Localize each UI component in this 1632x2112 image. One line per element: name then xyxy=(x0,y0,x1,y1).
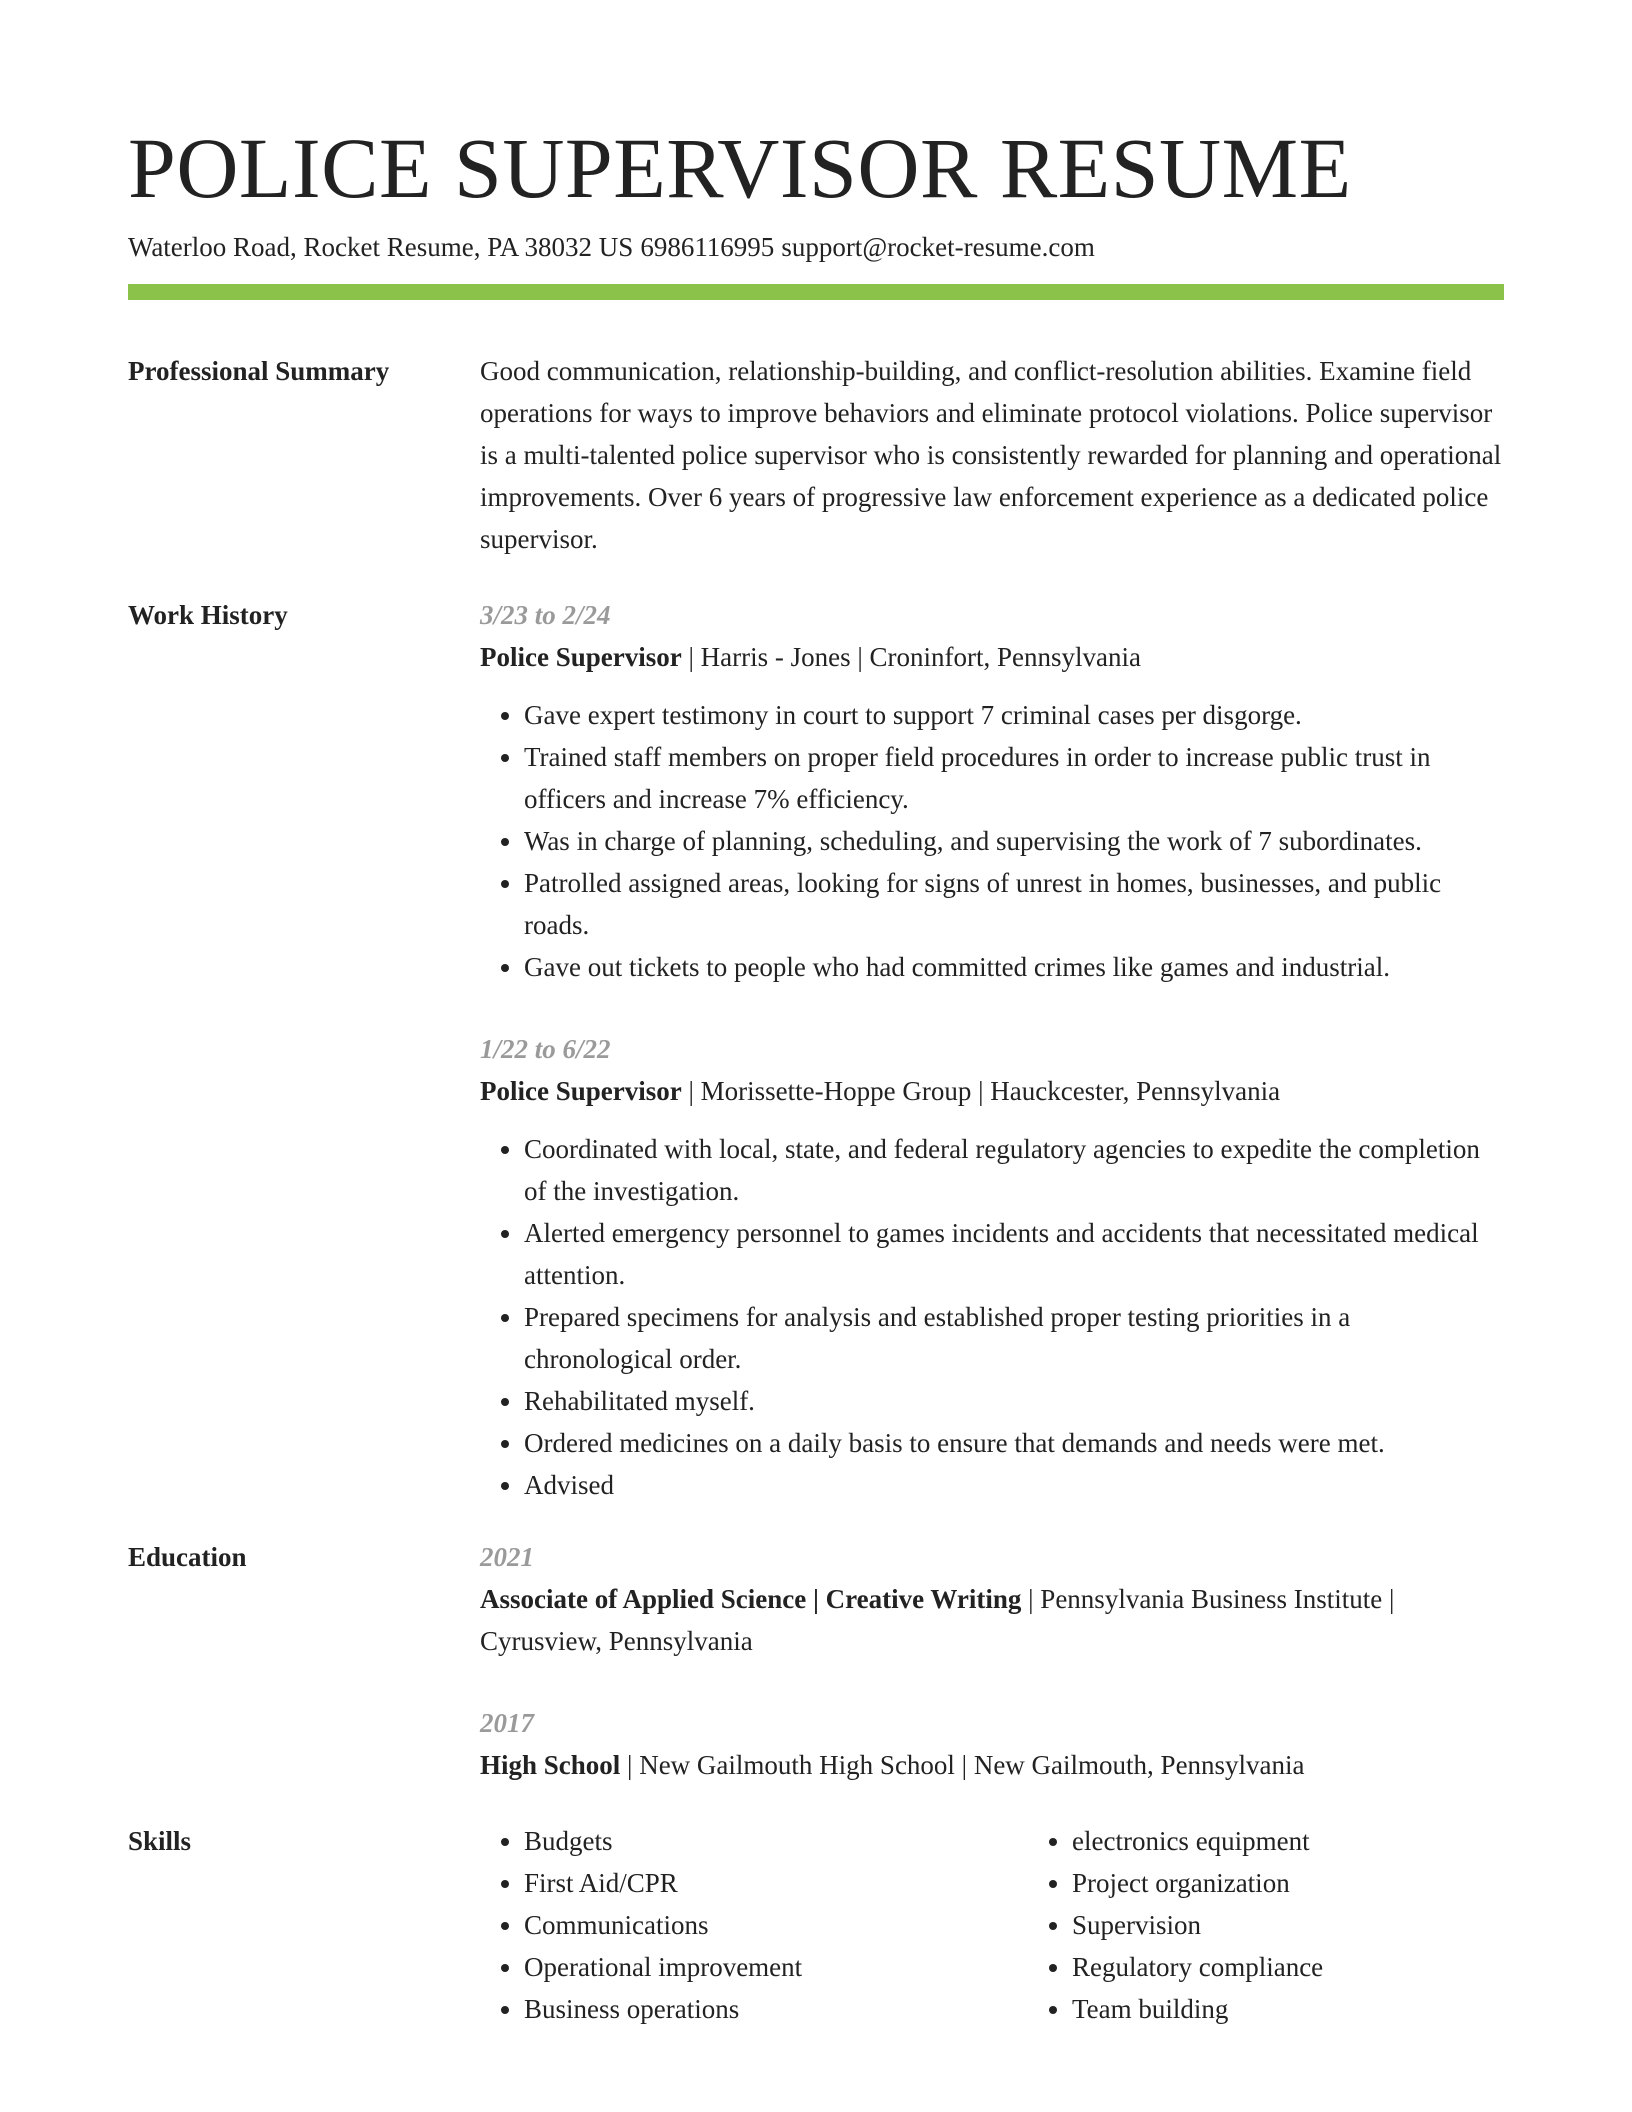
skill-item: • Project organization xyxy=(1072,1862,1323,1904)
education-body xyxy=(480,1536,1504,1786)
education-degree: High School xyxy=(480,1750,621,1780)
job-details: | Harris - Jones | Croninfort, Pennsylvania xyxy=(681,642,1141,672)
job-bullet: • Ordered medicines on a daily basis to ensure that demands and needs were met. xyxy=(524,1422,1504,1464)
job-bullet: • Prepared specimens for analysis and established proper testing priorities in a chronological order. xyxy=(524,1296,1504,1380)
header-divider xyxy=(128,284,1504,300)
job-entry xyxy=(480,594,1504,988)
education-section xyxy=(128,1536,1504,1786)
job-bullet: • Was in charge of planning, scheduling, and supervising the work of 7 subordinates. xyxy=(524,820,1504,862)
skill-item: • Business operations xyxy=(524,1988,984,2030)
work-history-body xyxy=(480,594,1504,1506)
job-title-line xyxy=(480,636,1504,678)
skill-item: • Budgets xyxy=(524,1820,984,1862)
summary-section xyxy=(128,350,1504,560)
skills-section xyxy=(128,1820,1504,2030)
contact-phone: 6986116995 xyxy=(640,232,775,262)
education-year: 2017 xyxy=(480,1708,534,1738)
education-details: | Pennsylvania Business Institute | Cyrusview, Pennsylvania xyxy=(480,1584,1395,1656)
education-details: | New Gailmouth High School | New Gailmouth, Pennsylvania xyxy=(620,1750,1305,1780)
job-bullet: • Rehabilitated myself. xyxy=(524,1380,1504,1422)
job-bullet: • Coordinated with local, state, and federal regulatory agencies to expedite the completion of the investigation. xyxy=(524,1128,1504,1212)
job-title: Police Supervisor xyxy=(480,642,682,672)
skills-label: Skills xyxy=(128,1826,192,1856)
job-entry xyxy=(480,1028,1504,1506)
job-bullet: • Patrolled assigned areas, looking for signs of unrest in homes, businesses, and public roads. xyxy=(524,862,1504,946)
job-bullet: • Advised xyxy=(524,1464,1504,1506)
education-entry xyxy=(480,1536,1504,1662)
resume-page xyxy=(128,118,1504,2030)
contact-address: Waterloo Road, Rocket Resume, PA 38032 US xyxy=(128,232,634,262)
job-bullets xyxy=(480,1128,1504,1506)
skill-item: • electronics equipment xyxy=(1072,1820,1323,1862)
skill-item: • Team building xyxy=(1072,1988,1323,2030)
education-entry xyxy=(480,1702,1504,1786)
summary-label: Professional Summary xyxy=(128,356,390,386)
skill-item: • Regulatory compliance xyxy=(1072,1946,1323,1988)
job-bullets xyxy=(480,694,1504,988)
skill-item: • Communications xyxy=(524,1904,984,1946)
job-title-line xyxy=(480,1070,1504,1112)
job-bullet: • Trained staff members on proper field procedures in order to increase public trust in officers and increase 7% efficiency. xyxy=(524,736,1504,820)
job-title: Police Supervisor xyxy=(480,1076,682,1106)
education-title-line xyxy=(480,1578,1504,1662)
contact-email: support@rocket-resume.com xyxy=(781,232,1095,262)
skills-body xyxy=(480,1820,1504,2030)
contact-line xyxy=(128,230,1504,264)
skills-grid xyxy=(480,1820,1504,2030)
job-details: | Morissette-Hoppe Group | Hauckcester, Pennsylvania xyxy=(681,1076,1281,1106)
job-bullet: • Gave expert testimony in court to support 7 criminal cases per disgorge. xyxy=(524,694,1504,736)
work-history-label: Work History xyxy=(128,600,288,630)
education-title-line xyxy=(480,1744,1504,1786)
education-label: Education xyxy=(128,1542,247,1572)
work-history-section xyxy=(128,594,1504,1506)
skill-item: • First Aid/CPR xyxy=(524,1862,984,1904)
skills-list-left xyxy=(480,1820,984,2030)
job-bullet: • Gave out tickets to people who had committed crimes like games and industrial. xyxy=(524,946,1504,988)
summary-text: Good communication, relationship-building, and conflict-resolution abilities. Examine field operations for ways to improve behaviors and eliminate protocol violations. Police supervisor is a multi-talented police supervisor who is consistently rewarded for planning and operational improvements. Over 6 years of progressive law enforcement experience as a dedicated police supervisor. xyxy=(480,356,1502,554)
education-year: 2021 xyxy=(480,1542,534,1572)
job-dates: 3/23 to 2/24 xyxy=(480,600,611,630)
skill-item: • Operational improvement xyxy=(524,1946,984,1988)
education-degree: Associate of Applied Science | Creative Writing xyxy=(480,1584,1022,1614)
job-dates: 1/22 to 6/22 xyxy=(480,1034,611,1064)
resume-title: POLICE SUPERVISOR RESUME xyxy=(128,120,1352,216)
job-bullet: • Alerted emergency personnel to games incidents and accidents that necessitated medical attention. xyxy=(524,1212,1504,1296)
skill-item: • Supervision xyxy=(1072,1904,1323,1946)
skills-list-right xyxy=(1028,1820,1323,2030)
